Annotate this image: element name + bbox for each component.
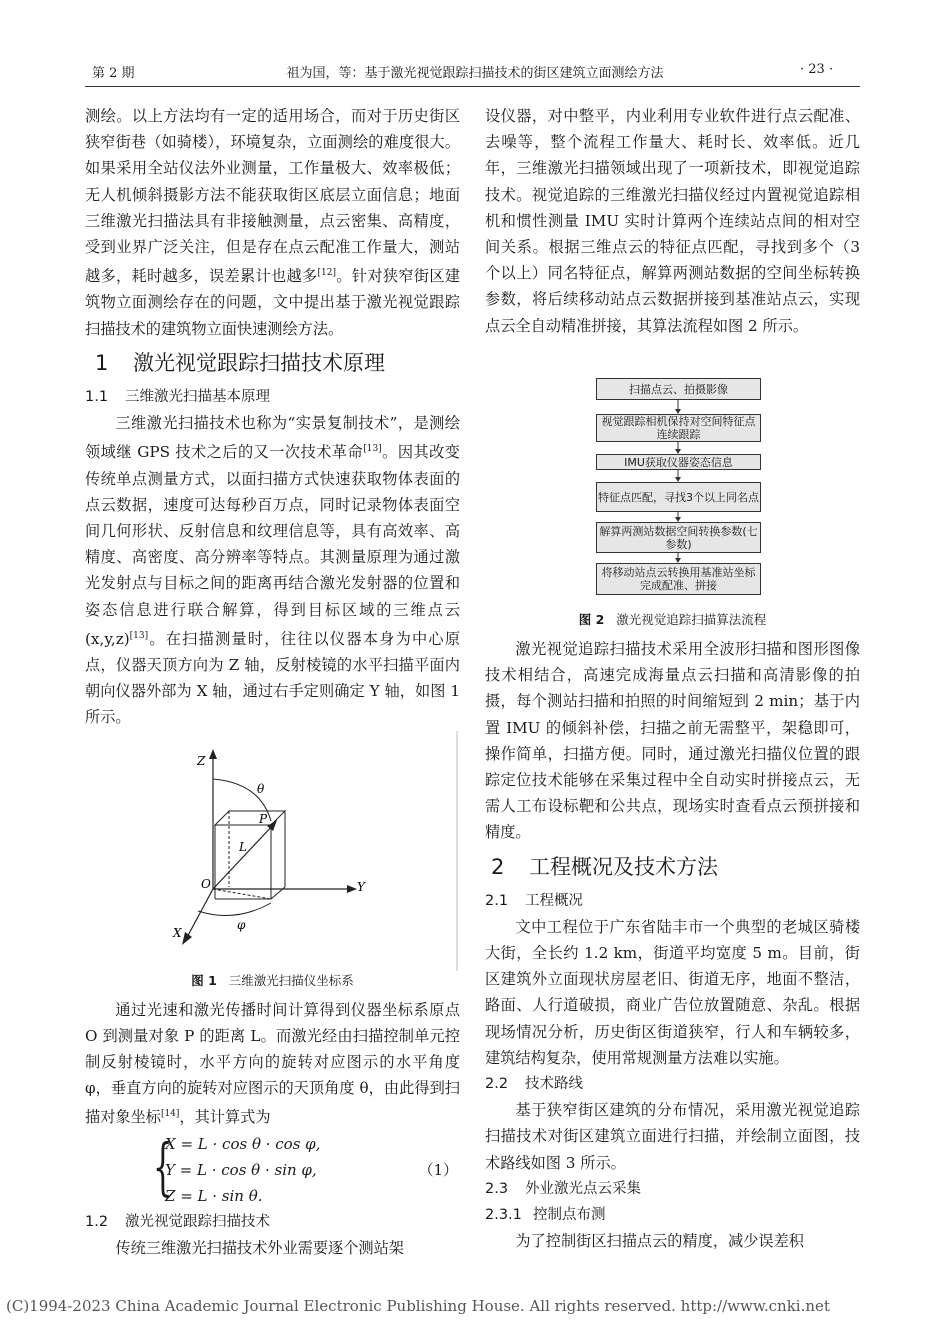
x-axis-label: X	[173, 925, 182, 940]
paragraph: 测绘。以上方法均有一定的适用场合，而对于历史街区狭窄街巷（如骑楼），环境复杂，立面测绘的难度很大。如果采用全站仪法外业测量，工作量极大、效率极低；无人机倾斜摄影方法不能获取街区底层立面信息；地面三维激光扫描法具有非接触测量，点云密集、高精度，受到业界广泛关注，但是存在点云配准工作量大，测站越多，耗时越多，误差累计也越多[12]。针对狭窄街区建筑物立面测绘存在的问题，文中提出基于激光视觉跟踪扫描技术的建筑物立面快速测绘方法。	[85, 107, 461, 338]
flow-step-5: 解算两测站数据空间转换参数(七参数)	[596, 522, 761, 553]
right-column-bottom	[485, 610, 860, 1254]
y-axis-label: Y	[357, 879, 365, 894]
point-p-label: P	[259, 811, 268, 826]
section-heading-2: 2 工程概况及技术方法	[491, 854, 718, 879]
phi-label: φ	[237, 917, 246, 932]
left-column	[85, 103, 460, 1261]
z-axis-label: Z	[197, 753, 206, 768]
running-title: 祖为国，等：基于激光视觉跟踪扫描技术的街区建筑立面测绘方法	[286, 66, 664, 81]
subsection-heading-1-1: 1.1 三维激光扫描基本原理	[85, 388, 270, 405]
paragraph: 通过光速和激光传播时间计算得到仪器坐标系原点 O 到测量对象 P 的距离 L。而激光经由扫描控制单元控制反射棱镜时，水平方向的旋转对应图示的水平角度 φ，垂直方向的旋转对应图示的天顶角度 θ，由此得到扫描对象坐标[14]，其计算式为	[85, 1000, 460, 1127]
flow-step-2: 视觉跟踪相机保持对空间特征点连续跟踪	[596, 414, 761, 442]
flow-step-6: 将移动站点云转换用基准站坐标完成配准、拼接	[596, 563, 761, 595]
distance-l-label: L	[239, 839, 247, 854]
figure-1	[85, 731, 460, 971]
equation-1: { X = L · cos θ · cos φ, Y = L · cos θ · sin φ, Z = L · sin θ. （1）	[152, 1129, 458, 1205]
page-number: · 23 ·	[800, 62, 834, 77]
subsection-heading-2-2: 2.2 技术路线	[485, 1076, 583, 1093]
flow-step-4: 特征点匹配，寻找3个以上同名点	[596, 482, 761, 512]
subsection-heading-2-3-1: 2.3.1 控制点布测	[485, 1207, 606, 1224]
flow-step-3: IMU获取仪器姿态信息	[596, 454, 761, 470]
subsection-heading-2-3: 2.3 外业激光点云采集	[485, 1180, 641, 1197]
coordinate-system-diagram	[85, 731, 460, 971]
flow-step-1: 扫描点云、拍摄影像	[596, 378, 761, 400]
paragraph: 基于狭窄街区建筑的分布情况，采用激光视觉追踪扫描技术对街区建筑立面进行扫描，并绘制立面图，技术路线如图 3 所示。	[485, 1101, 860, 1172]
paragraph: 三维激光扫描技术也称为“实景复制技术”，是测绘领域继 GPS 技术之后的又一次技术革命[13]。因其改变传统单点测量方式，以面扫描方式快速获取物体表面的点云数据，速度可达每秒百万点，同时记录物体表面空间几何形状、反射信息和纹理信息等，具有高效率、高精度、高密度、高分辨率等特点。其测量原理为通过激光发射点与目标之间的距离再结合激光发射器的位置和姿态信息进行联合解算，得到目标区域的三维点云(x,y,z)[13]。在扫描测量时，往往以仪器本身为中心原点，仪器天顶方向为 Z 轴，反射棱镜的水平扫描平面内朝向仪器外部为 X 轴，通过右手定则确定 Y 轴，如图 1 所示。	[85, 414, 460, 727]
copyright-footer: (C)1994-2023 China Academic Journal Electronic Publishing House. All rights reserved. http://www.cnki.net	[6, 1297, 830, 1315]
section-heading-1: 1 激光视觉跟踪扫描技术原理	[95, 350, 385, 375]
subsection-heading-1-2: 1.2 激光视觉跟踪扫描技术	[85, 1213, 270, 1230]
paragraph: 激光视觉追踪扫描技术采用全波形扫描和图形图像技术相结合，高速完成海量点云扫描和高清影像的拍摄，每个测站扫描和拍照的时间缩短到 2 min；基于内置 IMU 的倾斜补偿，扫描之前无需整平，架稳即可，操作简单，扫描方便。同时，通过激光扫描仪位置的跟踪定位技术能够在采集过程中全自动实时拼接点云，无需人工布设标靶和公共点，现场实时查看点云预拼接和精度。	[485, 640, 860, 842]
paragraph: 传统三维激光扫描技术外业需要逐个测站架	[115, 1238, 404, 1257]
figure-2-caption: 图 2 激光视觉追踪扫描算法流程	[578, 612, 767, 627]
subsection-heading-2-1: 2.1 工程概况	[485, 892, 583, 909]
header-rule	[85, 86, 860, 87]
paragraph: 设仪器，对中整平，内业利用专业软件进行点云配准、去噪等，整个流程工作量大、耗时长、效率低。近几年，三维激光扫描领域出现了一项新技术，即视觉追踪技术。视觉追踪的三维激光扫描仪经过内置视觉追踪相机和惯性测量 IMU 实时计算两个连续站点间的相对空间关系。根据三维点云的特征点匹配，寻找到多个（3 个以上）同名特征点，解算两测站数据的空间坐标转换参数，将后续移动站点云数据拼接到基准站点云，实现点云全自动精准拼接，其算法流程如图 2 所示。	[485, 107, 860, 335]
theta-label: θ	[257, 781, 265, 796]
equation-number: （1）	[418, 1160, 458, 1179]
origin-label: O	[201, 876, 211, 891]
figure-1-caption: 图 1 三维激光扫描仪坐标系	[191, 972, 354, 988]
paragraph: 文中工程位于广东省陆丰市一个典型的老城区骑楼大街，全长约 1.2 km，街道平均宽度 5 m。目前，街区建筑外立面现状房屋老旧、街道无序，地面不整洁，路面、人行道破损，商业广告位放置随意、杂乱。根据现场情况分析，历史街区街道狭窄，行人和车辆较多，建筑结构复杂，使用常规测量方法难以实施。	[485, 917, 860, 1067]
journal-issue: 第 2 期	[92, 66, 135, 81]
right-column-top	[485, 103, 860, 339]
paragraph: 为了控制街区扫描点云的精度，减少误差积	[515, 1232, 804, 1251]
